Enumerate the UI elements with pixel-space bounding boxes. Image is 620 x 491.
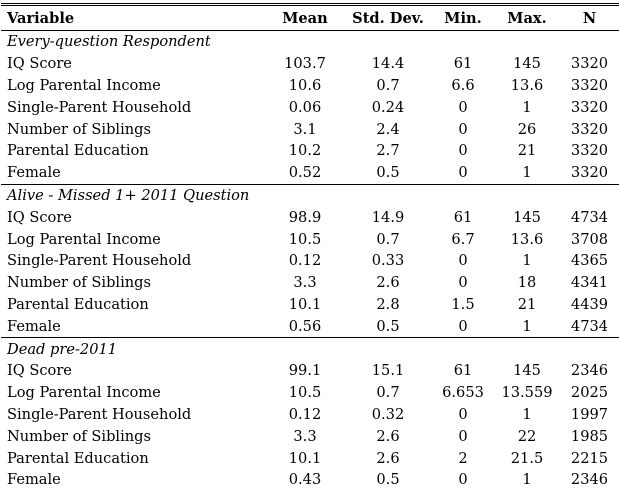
cell-mean: 3.1: [293, 120, 317, 138]
cell-n: 3320: [570, 164, 609, 182]
cell-mean: 0.12: [288, 252, 322, 270]
cell-mean: 103.7: [284, 55, 326, 73]
cell-max: 1: [522, 98, 532, 116]
table-row: [1, 382, 619, 404]
cell-n: 3320: [570, 76, 609, 94]
cell-std-dev: 15.1: [371, 362, 405, 380]
cell-max: 21: [517, 142, 537, 160]
cell-variable: Number of Siblings: [7, 120, 151, 138]
table-row: [1, 294, 619, 316]
table-row: [1, 206, 619, 228]
table-header: [1, 5, 619, 31]
cell-max: 21.5: [510, 449, 544, 467]
cell-max: 26: [517, 120, 537, 138]
cell-mean: 10.5: [288, 384, 322, 402]
cell-variable: Log Parental Income: [7, 384, 161, 402]
section-title: Dead pre-2011: [1, 338, 619, 360]
cell-min: 1.5: [451, 295, 475, 313]
cell-mean: 3.3: [293, 274, 317, 292]
section-header-row: [1, 338, 619, 360]
cell-max: 1: [522, 164, 532, 182]
section-title: Alive - Missed 1+ 2011 Question: [1, 184, 619, 206]
cell-max: 1: [522, 405, 532, 423]
cell-mean: 10.1: [288, 449, 322, 467]
cell-std-dev: 2.6: [376, 449, 400, 467]
cell-std-dev: 14.4: [371, 55, 405, 73]
cell-n: 3708: [570, 230, 609, 248]
cell-variable: Log Parental Income: [7, 76, 161, 94]
cell-max: 145: [513, 208, 541, 226]
table-row: [1, 118, 619, 140]
cell-variable: Single-Parent Household: [7, 252, 192, 270]
cell-n: 3320: [570, 98, 609, 116]
cell-mean: 98.9: [288, 208, 322, 226]
header-mean: Mean: [266, 5, 344, 31]
table-row: [1, 53, 619, 75]
cell-std-dev: 2.6: [376, 274, 400, 292]
cell-std-dev: 0.32: [371, 405, 405, 423]
cell-n: 4734: [570, 208, 609, 226]
cell-min: 0: [458, 405, 468, 423]
cell-variable: Number of Siblings: [7, 427, 151, 445]
cell-std-dev: 2.4: [376, 120, 400, 138]
cell-min: 61: [453, 55, 473, 73]
table-row: [1, 425, 619, 447]
cell-max: 145: [513, 362, 541, 380]
cell-std-dev: 2.6: [376, 427, 400, 445]
cell-min: 6.653: [442, 384, 484, 402]
cell-min: 0: [458, 142, 468, 160]
header-n: N: [560, 5, 619, 31]
cell-min: 6.7: [451, 230, 475, 248]
table-body: [1, 31, 619, 491]
cell-n: 4439: [570, 295, 609, 313]
table-row: [1, 250, 619, 272]
cell-mean: 3.3: [293, 427, 317, 445]
table-row: [1, 228, 619, 250]
cell-min: 61: [453, 208, 473, 226]
cell-max: 13.6: [510, 230, 544, 248]
cell-std-dev: 2.7: [376, 142, 400, 160]
cell-min: 2: [458, 449, 468, 467]
cell-std-dev: 0.5: [376, 471, 400, 489]
table-row: [1, 140, 619, 162]
cell-min: 0: [458, 274, 468, 292]
cell-n: 4365: [570, 252, 609, 270]
cell-min: 0: [458, 471, 468, 489]
cell-min: 6.6: [451, 76, 475, 94]
header-row: [1, 5, 619, 31]
cell-variable: Log Parental Income: [7, 230, 161, 248]
header-variable: Variable: [1, 5, 266, 31]
cell-n: 3320: [570, 120, 609, 138]
table-row: [1, 469, 619, 491]
table-row: [1, 96, 619, 118]
cell-mean: 10.1: [288, 295, 322, 313]
header-max: Max.: [494, 5, 560, 31]
cell-n: 1997: [570, 405, 609, 423]
summary-statistics-table: [1, 3, 619, 491]
cell-min: 61: [453, 362, 473, 380]
cell-std-dev: 0.7: [376, 76, 400, 94]
header-std-dev: Std. Dev.: [344, 5, 432, 31]
cell-min: 0: [458, 427, 468, 445]
section-header-row: [1, 31, 619, 53]
cell-mean: 99.1: [288, 362, 322, 380]
cell-std-dev: 0.5: [376, 164, 400, 182]
table-row: [1, 162, 619, 184]
cell-variable: Single-Parent Household: [7, 405, 192, 423]
cell-std-dev: 0.7: [376, 230, 400, 248]
cell-mean: 0.52: [288, 164, 322, 182]
cell-min: 0: [458, 164, 468, 182]
cell-mean: 10.6: [288, 76, 322, 94]
table-row: [1, 360, 619, 382]
header-min: Min.: [432, 5, 494, 31]
cell-max: 1: [522, 471, 532, 489]
cell-std-dev: 2.8: [376, 295, 400, 313]
cell-mean: 10.5: [288, 230, 322, 248]
cell-mean: 10.2: [288, 142, 322, 160]
cell-max: 13.559: [501, 384, 553, 402]
cell-std-dev: 0.5: [376, 317, 400, 335]
cell-n: 3320: [570, 142, 609, 160]
section-title: Every-question Respondent: [7, 33, 211, 51]
cell-n: 2346: [570, 362, 609, 380]
cell-n: 2025: [570, 384, 609, 402]
cell-max: 145: [513, 55, 541, 73]
table-row: [1, 272, 619, 294]
table-row: [1, 75, 619, 97]
cell-n: 2215: [570, 449, 609, 467]
table-row: [1, 447, 619, 469]
cell-max: 1: [522, 252, 532, 270]
cell-max: 1: [522, 317, 532, 335]
cell-max: 22: [517, 427, 537, 445]
cell-min: 0: [458, 317, 468, 335]
cell-mean: 0.43: [288, 471, 322, 489]
cell-min: 0: [458, 120, 468, 138]
cell-n: 3320: [570, 55, 609, 73]
cell-variable: Parental Education: [7, 449, 149, 467]
cell-std-dev: 14.9: [371, 208, 405, 226]
cell-variable: Single-Parent Household: [7, 98, 192, 116]
cell-variable: Number of Siblings: [7, 274, 151, 292]
cell-n: 1985: [570, 427, 609, 445]
cell-min: 0: [458, 98, 468, 116]
cell-std-dev: 0.33: [371, 252, 405, 270]
cell-variable: Female: [7, 317, 61, 335]
table-row: [1, 404, 619, 426]
table-row: [1, 315, 619, 337]
cell-variable: Female: [7, 471, 61, 489]
cell-n: 2346: [570, 471, 609, 489]
cell-variable: IQ Score: [7, 55, 72, 73]
cell-std-dev: 0.24: [371, 98, 405, 116]
cell-n: 4341: [570, 274, 609, 292]
cell-min: 0: [458, 252, 468, 270]
cell-variable: IQ Score: [7, 362, 72, 380]
section-header-row: [1, 184, 619, 206]
cell-max: 18: [517, 274, 537, 292]
cell-variable: Parental Education: [7, 142, 149, 160]
cell-mean: 0.06: [288, 98, 322, 116]
cell-variable: IQ Score: [7, 208, 72, 226]
cell-variable: Parental Education: [7, 295, 149, 313]
cell-std-dev: 0.7: [376, 384, 400, 402]
cell-n: 4734: [570, 317, 609, 335]
cell-mean: 0.56: [288, 317, 322, 335]
cell-variable: Female: [7, 164, 61, 182]
cell-max: 21: [517, 295, 537, 313]
cell-max: 13.6: [510, 76, 544, 94]
cell-mean: 0.12: [288, 405, 322, 423]
